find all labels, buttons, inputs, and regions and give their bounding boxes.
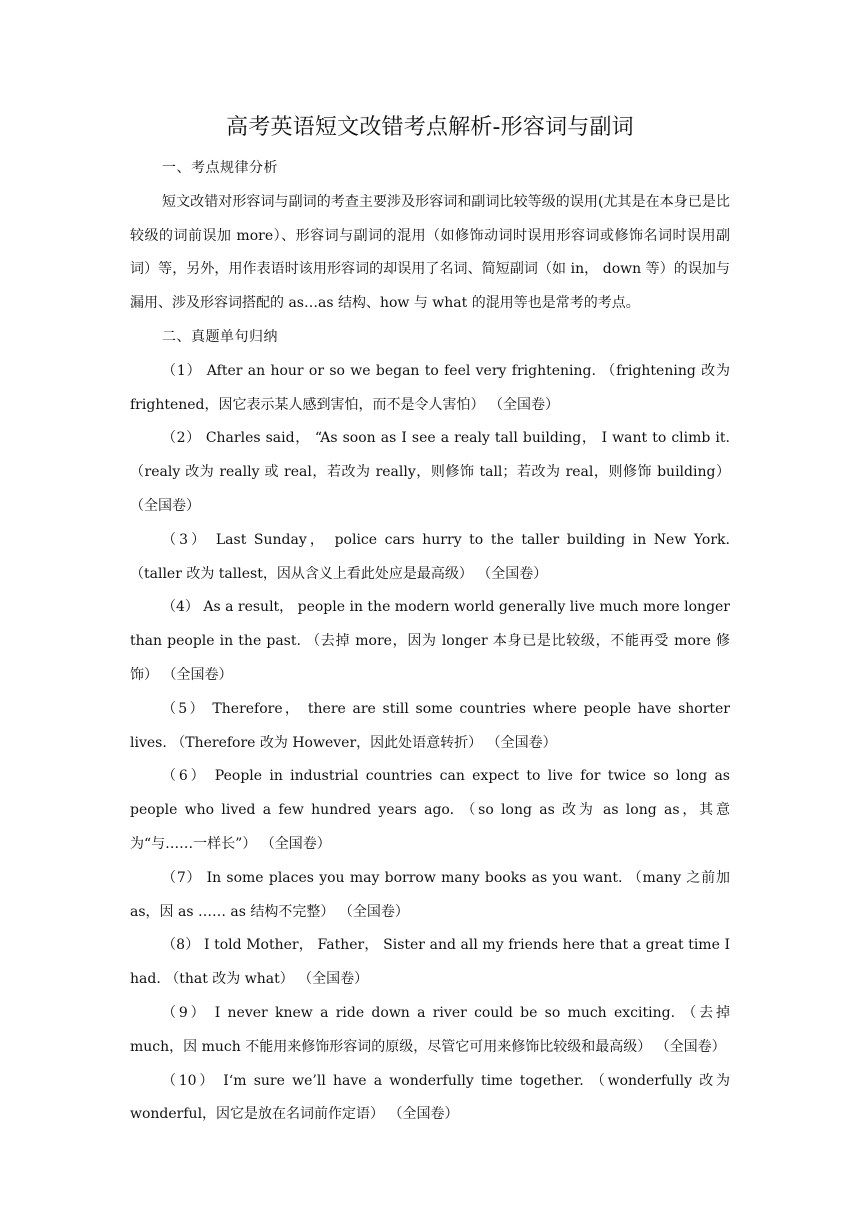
example-item-9: （9） I never knew a ride down a river could be so much exciting. （去掉 much，因 much 不能用来修饰形容词的原级，尽管它可用来修饰比较级和最高级） （全国卷） xyxy=(130,1004,730,1055)
example-item-3: （3） Last Sunday， police cars hurry to the taller building in New York. （taller 改为 tallest，因从含义上看此处应是最高级） （全国卷） xyxy=(130,531,730,582)
example-item-5: （5） Therefore， there are still some countries where people have shorter lives. （Therefore 改为 However，因此处语意转折） （全国卷） xyxy=(130,700,730,751)
document-body xyxy=(130,152,730,1132)
example-item-10: （10） I‘m sure we’ll have a wonderfully time together. （wonderfully 改为 wonderful，因它是放在名词前作定语） （全国卷） xyxy=(130,1072,730,1123)
example-item-4: （4） As a result， people in the modern world generally live much more longer than people in the past. （去掉 more，因为 longer 本身已是比较级，不能再受 more 修饰） （全国卷） xyxy=(130,599,731,683)
section-heading-analysis: 一、考点规律分析 xyxy=(162,160,278,176)
analysis-paragraph: 短文改错对形容词与副词的考查主要涉及形容词和副词比较等级的误用(尤其是在本身已是比较级的词前误加 more）、形容词与副词的混用（如修饰动词时误用形容词或修饰名词时误用副词）等，另外，用作表语时该用形容词的却误用了名词、简短副词（如 in， down 等）的误加与漏用、涉及形容词搭配的 as…as 结构、how 与 what 的混用等也是常考的考点。 xyxy=(130,193,730,312)
example-item-2: （2） Charles said， “As soon as I see a realy tall building， I want to climb it. （realy 改为 really 或 real，若改为 really，则修饰 tall；若改为 real，则修饰 building） （全国卷） xyxy=(130,430,730,514)
section-heading-examples: 二、真题单句归纳 xyxy=(162,328,278,345)
example-item-8: （8） I told Mother， Father， Sister and all my friends here that a great time I had. （that 改为 what） （全国卷） xyxy=(130,937,730,988)
example-item-1: （1） After an hour or so we began to feel very frightening. （frightening 改为 frightened，因它表示某人感到害怕，而不是令人害怕） （全国卷） xyxy=(130,362,730,413)
example-item-7: （7） In some places you may borrow many books as you want. （many 之前加 as，因 as …… as 结构不完整） （全国卷） xyxy=(130,869,730,920)
example-item-6: （6） People in industrial countries can expect to live for twice so long as people who lived a few hundred years ago. （so long as 改为 as long as，其意为“与……一样长”） （全国卷） xyxy=(130,768,730,852)
document-title: 高考英语短文改错考点解析-形容词与副词 xyxy=(226,115,634,140)
